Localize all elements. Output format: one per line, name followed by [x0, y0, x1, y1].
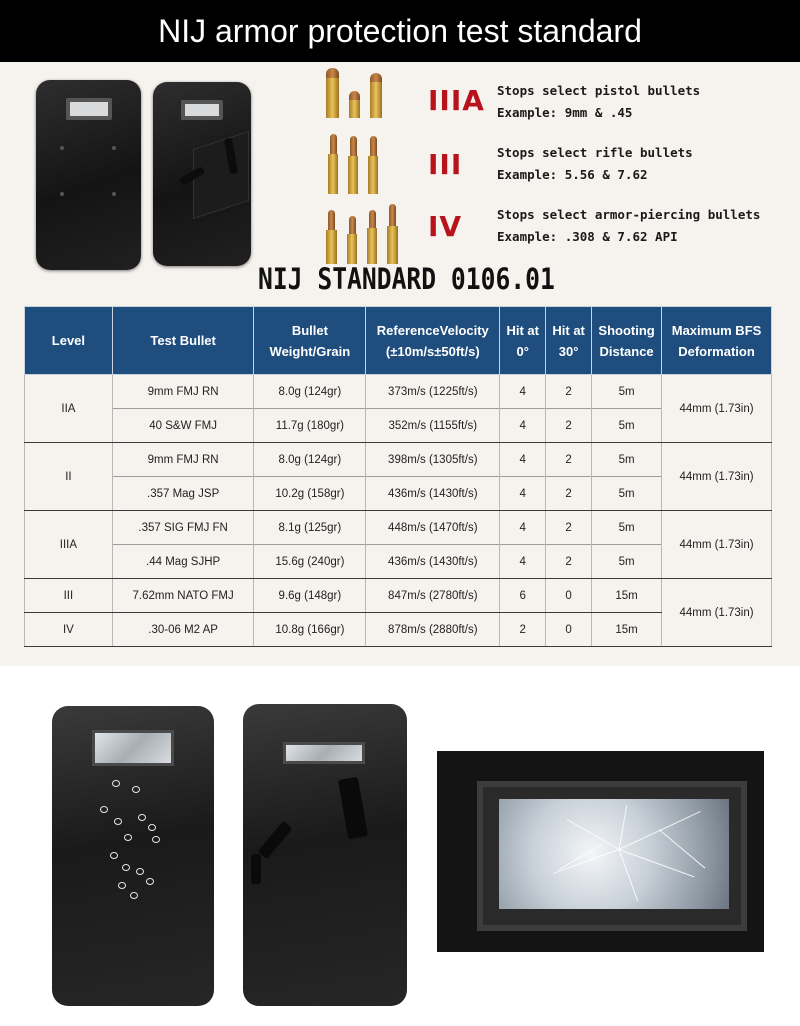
bullet-hole-icon: [110, 852, 118, 859]
cartridge-icon: [349, 91, 360, 118]
cell-hit30: 0: [546, 579, 592, 613]
cell-bullet: 40 S&W FMJ: [112, 409, 254, 443]
cartridge-icon: [348, 136, 358, 194]
cell-distance: 5m: [592, 477, 662, 511]
bullet-hole-icon: [138, 814, 146, 821]
cell-weight: 11.7g (180gr): [254, 409, 366, 443]
cell-level: IIIA: [25, 511, 113, 579]
cell-hit0: 4: [500, 409, 546, 443]
cell-bullet: .357 SIG FMJ FN: [112, 511, 254, 545]
level-mark-iv: IV: [428, 210, 463, 243]
cell-weight: 9.6g (148gr): [254, 579, 366, 613]
cell-level: IV: [25, 613, 113, 647]
level-desc-line: Example: 9mm & .45: [497, 105, 633, 120]
shield-visor: [283, 742, 365, 764]
bullet-hole-icon: [136, 868, 144, 875]
tested-shield-front-photo: [52, 706, 214, 1006]
visor-frame: [477, 781, 747, 931]
table-header-row: [25, 307, 772, 375]
shield-visor: [181, 100, 223, 120]
cartridge-icon: [326, 68, 339, 118]
handle-icon: [338, 777, 368, 840]
cell-bfs: 44mm (1.73in): [662, 443, 772, 511]
cell-hit30: 2: [546, 443, 592, 477]
cell-bfs: 44mm (1.73in): [662, 511, 772, 579]
table-row: [25, 545, 772, 579]
col-header-weight: Bullet Weight/Grain: [254, 307, 366, 375]
level-desc-line: Stops select pistol bullets: [497, 83, 701, 98]
cell-velocity: 878m/s (2880ft/s): [366, 613, 500, 647]
bullet-hole-icon: [124, 834, 132, 841]
cell-bullet: 9mm FMJ RN: [112, 375, 254, 409]
table-row: [25, 511, 772, 545]
cell-hit30: 0: [546, 613, 592, 647]
level-desc-iv: [497, 204, 760, 248]
cell-bfs: 44mm (1.73in): [662, 375, 772, 443]
cell-level: II: [25, 443, 113, 511]
cell-bfs: 44mm (1.73in): [662, 579, 772, 647]
cell-distance: 5m: [592, 443, 662, 477]
bullet-hole-icon: [114, 818, 122, 825]
bullet-hole-icon: [152, 836, 160, 843]
cartridge-icon: [328, 134, 338, 194]
bullet-hole-icon: [130, 892, 138, 899]
cell-weight: 10.2g (158gr): [254, 477, 366, 511]
cell-hit0: 4: [500, 375, 546, 409]
nij-info-panel: [0, 62, 800, 666]
col-header-velocity: ReferenceVelocity (±10m/s±50ft/s): [366, 307, 500, 375]
cartridge-icon: [370, 73, 382, 118]
bullet-hole-icon: [148, 824, 156, 831]
level-desc-line: Stops select rifle bullets: [497, 145, 693, 160]
bolt-icon: [60, 192, 64, 196]
cartridge-icon: [326, 210, 337, 264]
cell-velocity: 398m/s (1305ft/s): [366, 443, 500, 477]
cartridge-icon: [347, 216, 357, 264]
cracked-visor-closeup-photo: [437, 751, 764, 952]
standard-title: NIJ STANDARD 0106.01: [258, 262, 555, 296]
tested-shield-back-photo: [243, 704, 407, 1006]
level-desc-iiia: [497, 80, 700, 124]
table-row: [25, 409, 772, 443]
cell-distance: 5m: [592, 375, 662, 409]
cell-bullet: .357 Mag JSP: [112, 477, 254, 511]
cell-hit0: 6: [500, 579, 546, 613]
col-header-distance: Shooting Distance: [592, 307, 662, 375]
col-header-level: Level: [25, 307, 113, 375]
cell-hit0: 4: [500, 511, 546, 545]
page-banner: [0, 0, 800, 62]
cell-velocity: 847m/s (2780ft/s): [366, 579, 500, 613]
bolt-icon: [60, 146, 64, 150]
bullet-hole-icon: [132, 786, 140, 793]
cell-bullet: 9mm FMJ RN: [112, 443, 254, 477]
bullet-hole-icon: [112, 780, 120, 787]
cell-weight: 8.0g (124gr): [254, 375, 366, 409]
cell-weight: 10.8g (166gr): [254, 613, 366, 647]
cell-velocity: 436m/s (1430ft/s): [366, 545, 500, 579]
strap-icon: [258, 821, 293, 859]
cell-distance: 5m: [592, 545, 662, 579]
bullet-hole-icon: [122, 864, 130, 871]
nij-standard-table: [24, 306, 772, 647]
table-row: [25, 613, 772, 647]
pistol-ammo-image: [326, 68, 382, 118]
cell-distance: 15m: [592, 613, 662, 647]
cell-distance: 5m: [592, 511, 662, 545]
cartridge-icon: [367, 210, 377, 264]
col-header-hit30: Hit at 30°: [546, 307, 592, 375]
level-mark-iii: III: [428, 148, 463, 181]
shield-visor: [66, 98, 112, 120]
table-row: [25, 375, 772, 409]
cell-distance: 5m: [592, 409, 662, 443]
table-row: [25, 443, 772, 477]
level-desc-iii: [497, 142, 693, 186]
cell-velocity: 436m/s (1430ft/s): [366, 477, 500, 511]
cartridge-icon: [387, 204, 398, 264]
cell-bullet: .30-06 M2 AP: [112, 613, 254, 647]
cell-velocity: 373m/s (1225ft/s): [366, 375, 500, 409]
level-desc-line: Example: .308 & 7.62 API: [497, 229, 678, 244]
cell-weight: 8.0g (124gr): [254, 443, 366, 477]
bullet-hole-icon: [146, 878, 154, 885]
bullet-hole-icon: [118, 882, 126, 889]
cell-bullet: .44 Mag SJHP: [112, 545, 254, 579]
strap-icon: [251, 854, 261, 884]
table-row: [25, 579, 772, 613]
cell-level: IIA: [25, 375, 113, 443]
cell-hit30: 2: [546, 409, 592, 443]
cell-weight: 8.1g (125gr): [254, 511, 366, 545]
cell-level: III: [25, 579, 113, 613]
cell-hit30: 2: [546, 477, 592, 511]
cartridge-icon: [368, 136, 378, 194]
cracked-glass: [499, 799, 729, 909]
shield-front-image: [36, 80, 141, 270]
shield-back-image: [153, 82, 251, 266]
cell-hit30: 2: [546, 511, 592, 545]
cell-hit30: 2: [546, 545, 592, 579]
cell-bullet: 7.62mm NATO FMJ: [112, 579, 254, 613]
level-mark-iiia: IIIA: [428, 84, 485, 117]
bolt-icon: [112, 192, 116, 196]
cell-weight: 15.6g (240gr): [254, 545, 366, 579]
cell-distance: 15m: [592, 579, 662, 613]
cell-velocity: 448m/s (1470ft/s): [366, 511, 500, 545]
cell-hit0: 4: [500, 443, 546, 477]
rifle-ammo-image: [328, 134, 378, 194]
cell-hit30: 2: [546, 375, 592, 409]
bolt-icon: [112, 146, 116, 150]
col-header-bfs: Maximum BFS Deformation: [662, 307, 772, 375]
level-desc-line: Stops select armor-piercing bullets: [497, 207, 761, 222]
cell-hit0: 2: [500, 613, 546, 647]
ap-ammo-image: [326, 204, 398, 264]
table-row: [25, 477, 772, 511]
shield-visor: [92, 730, 174, 766]
cell-velocity: 352m/s (1155ft/s): [366, 409, 500, 443]
cell-hit0: 4: [500, 477, 546, 511]
cell-hit0: 4: [500, 545, 546, 579]
bullet-hole-icon: [100, 806, 108, 813]
level-desc-line: Example: 5.56 & 7.62: [497, 167, 648, 182]
col-header-bullet: Test Bullet: [112, 307, 254, 375]
banner-title: NIJ armor protection test standard: [158, 12, 642, 49]
col-header-hit0: Hit at 0°: [500, 307, 546, 375]
